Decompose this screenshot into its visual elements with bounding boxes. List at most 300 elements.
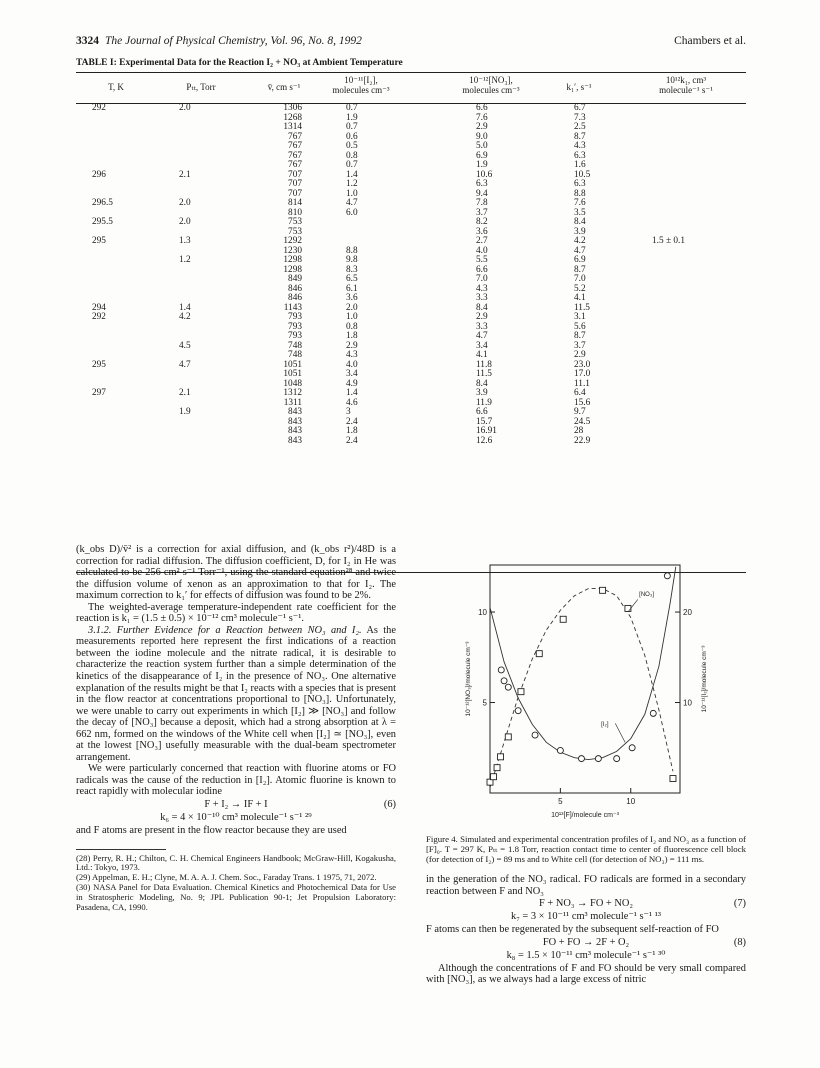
- i2-data-point: [505, 684, 511, 690]
- table-cell: [179, 427, 209, 437]
- table-cell: [652, 123, 722, 133]
- table-cell: 6.5: [346, 274, 358, 284]
- no3-data-point: [494, 765, 500, 771]
- table-cell: 793: [288, 331, 302, 341]
- table-cell: [652, 199, 722, 209]
- table-cell: [92, 323, 128, 333]
- table-cell: 11.9: [476, 397, 492, 408]
- table-cell: [92, 342, 128, 352]
- footnote-29: (29) Appelman, E. H.; Clyne, M. A. A. J. Chem. Soc., Faraday Trans. 1 1975, 71, 2072.: [76, 872, 377, 883]
- table-cell: 2.1: [179, 388, 191, 398]
- table-cell: 2.0: [179, 103, 191, 113]
- right-column-text: [426, 874, 746, 986]
- table-cell: 4.2: [574, 236, 586, 246]
- footnote-28: (28) Perry, R. H.; Chilton, C. H. Chemical Engineers Handbook; McGraw-Hill, Kogakusha, Ltd.: Tokyo, 1973.: [76, 852, 396, 873]
- table-cell: 8.7: [574, 331, 586, 341]
- table-cell: 1230: [283, 245, 302, 256]
- table-cell: 2.9: [476, 312, 488, 322]
- journal-title: The Journal of Physical Chemistry, Vol. 96, No. 8, 1992: [105, 35, 362, 47]
- table-cell: 9.7: [574, 407, 586, 417]
- header-pressure: Pₜₜ, Torr: [186, 82, 216, 92]
- table-cell: [652, 342, 722, 352]
- table-cell: 1.2: [346, 179, 358, 189]
- table-cell: 4.9: [346, 378, 358, 389]
- i2-data-point: [532, 732, 538, 738]
- table-cell: 1.8: [346, 331, 358, 341]
- table-cell: [652, 190, 722, 200]
- x-tick-label: 5: [558, 797, 563, 806]
- table-cell: [179, 323, 209, 333]
- table-cell: 4.3: [346, 350, 358, 360]
- table-cell: 1312: [283, 388, 302, 398]
- table-cell: [652, 171, 722, 181]
- no3-data-point: [600, 587, 606, 593]
- table-cell: [652, 180, 722, 190]
- table-cell: 753: [288, 217, 302, 227]
- table-cell: 767: [288, 160, 302, 170]
- i2-data-point: [664, 573, 670, 579]
- table-cell: 2.9: [574, 350, 586, 360]
- footnote-30: (30) NASA Panel for Data Evaluation. Chemical Kinetics and Photochemical Data for Use in Stratospheric Modeling, No. 9; JPL Publication 90-1; Jet Propulsion Laboratory: Pasadena, CA, 1990.: [76, 881, 396, 912]
- table-cell: [179, 285, 209, 295]
- no3-data-point: [560, 616, 566, 622]
- paragraph-f-atoms: and F atoms are present in the flow reactor because they are used: [76, 825, 347, 837]
- i2-data-point: [501, 678, 507, 684]
- table-cell: 1292: [283, 236, 302, 246]
- col-k1-prime: [574, 104, 604, 446]
- table-cell: [652, 247, 722, 257]
- table-cell: 1.9: [179, 407, 191, 417]
- table-cell: [652, 133, 722, 143]
- table-cell: 7.0: [476, 274, 488, 284]
- table-cell: [652, 152, 722, 162]
- equation-7-number: (7): [733, 898, 746, 910]
- table-cell: 4.0: [476, 245, 488, 256]
- table-cell: 6.6: [476, 103, 488, 113]
- paragraph-no3-generation: in the generation of the NO₃ radical. FO radicals are formed in a secondary reaction between F and NO₃: [426, 874, 746, 897]
- table-cell: [92, 427, 128, 437]
- table-cell: 8.8: [574, 188, 586, 199]
- table-cell: 22.9: [574, 435, 591, 446]
- table-cell: [652, 294, 722, 304]
- i2-data-point: [515, 708, 521, 714]
- table-cell: [179, 133, 209, 143]
- table-cell: [92, 123, 128, 133]
- table-cell: [179, 180, 209, 190]
- table-cell: 1314: [283, 122, 302, 132]
- i2-data-point: [557, 747, 563, 753]
- table-cell: 707: [288, 179, 302, 189]
- table-cell: 0.5: [346, 141, 358, 151]
- table-cell: 843: [288, 426, 302, 436]
- table-cell: [92, 247, 128, 257]
- table-cell: 3.6: [346, 293, 358, 303]
- table-cell: 6.3: [574, 150, 586, 161]
- header-no3-line2: molecules cm⁻³: [462, 85, 520, 95]
- i2-data-point: [614, 756, 620, 762]
- table-cell: 2.0: [179, 198, 191, 208]
- table-cell: [652, 256, 722, 266]
- table-cell: 8.7: [574, 264, 586, 275]
- table-cell: 7.3: [574, 112, 586, 123]
- table-cell: 753: [288, 226, 302, 237]
- table-cell: 1.4: [346, 388, 358, 398]
- table-cell: 3.9: [476, 388, 488, 398]
- table-cell: 1268: [283, 112, 302, 123]
- page-header: [76, 35, 746, 47]
- table-cell: [652, 266, 722, 276]
- figure-caption: Figure 4. Simulated and experimental concentration profiles of I₂ and NO₃ as a function of [F]₀. T = 297 K, Pₜₜ = 1.8 Torr, reaction contact time to center of fluorescence cell block (for detection of I₂) = 89 ms and to White cell (for detection of NO₃) = 111 ms.: [426, 834, 746, 864]
- table-cell: 297: [92, 388, 106, 398]
- table-cell: 24.5: [574, 416, 591, 427]
- table-cell: 1.9: [346, 112, 358, 123]
- table-cell: 707: [288, 188, 302, 199]
- table-body: [76, 104, 746, 572]
- table-cell: 12.6: [476, 435, 493, 446]
- table-cell: 767: [288, 141, 302, 151]
- table-cell: 849: [288, 274, 302, 284]
- table-cell: 843: [288, 435, 302, 446]
- table-cell: 7.6: [476, 112, 488, 123]
- table-cell: [652, 389, 722, 399]
- table-cell: 5.5: [476, 255, 488, 265]
- table-cell: [652, 209, 722, 219]
- table-cell: 2.9: [346, 340, 358, 351]
- table-cell: [652, 437, 722, 447]
- table-cell: 1311: [283, 397, 302, 408]
- table-cell: 6.7: [574, 103, 586, 113]
- table-cell: 8.4: [476, 378, 488, 389]
- table-cell: 294: [92, 302, 106, 313]
- equation-8: [426, 936, 746, 949]
- table-cell: [92, 133, 128, 143]
- header-k1-line1: 10¹²k₁, cm³: [665, 75, 707, 85]
- paragraph-rate-coefficient: The weighted-average temperature-independent rate coefficient for the reaction is k₁ = (1.5 ± 0.5) × 10⁻¹² cm³ molecule⁻¹ s⁻¹.: [76, 601, 396, 625]
- table-cell: [92, 332, 128, 342]
- table-cell: 1051: [283, 369, 302, 379]
- table-cell: 1.0: [346, 312, 358, 322]
- y-right-axis-label: 10⁻¹¹[I₂]/molecule cm⁻³: [701, 645, 708, 713]
- table-cell: 4.7: [346, 198, 358, 208]
- table-cell: 846: [288, 293, 302, 303]
- equation-6: [76, 798, 396, 811]
- table-cell: 748: [288, 340, 302, 351]
- table-header: [76, 73, 746, 103]
- table-cell: [92, 370, 128, 380]
- page-number: 3324: [76, 35, 99, 47]
- table-cell: 767: [288, 150, 302, 161]
- table-cell: [179, 152, 209, 162]
- equation-8-number: (8): [733, 936, 746, 948]
- y-left-axis-label: 10⁻¹²[NO₃]/molecule cm⁻³: [465, 641, 472, 717]
- table-cell: [179, 123, 209, 133]
- table-cell: 3.6: [476, 226, 488, 237]
- table-cell: [652, 380, 722, 390]
- table-cell: 4.3: [574, 141, 586, 151]
- table-cell: 3.3: [476, 321, 488, 332]
- table-cell: 5.0: [476, 141, 488, 151]
- table-cell: [652, 285, 722, 295]
- table-cell: 2.9: [476, 122, 488, 132]
- table-cell: 4.1: [476, 350, 488, 360]
- table-cell: 6.4: [574, 388, 586, 398]
- i2-data-point: [578, 756, 584, 762]
- table-cell: 0.7: [346, 160, 358, 170]
- table-cell: 292: [92, 103, 106, 113]
- table-cell: 3: [346, 407, 351, 417]
- no3-curve-label: [NO₃]: [639, 591, 654, 598]
- equation-8-text: FO + FO → 2F + O₂: [542, 936, 630, 948]
- table-cell: 296: [92, 169, 106, 180]
- table-cell: [652, 114, 722, 124]
- table-cell: 6.3: [574, 179, 586, 189]
- table-cell: 4.2: [179, 312, 191, 322]
- table-cell: [652, 275, 722, 285]
- no3-data-point: [625, 605, 631, 611]
- no3-data-point: [518, 689, 524, 695]
- i2-curve-label: [I₂]: [601, 722, 609, 729]
- table-cell: 1.5 ± 0.1: [652, 236, 685, 246]
- figure-4: [448, 545, 746, 825]
- table-cell: 843: [288, 407, 302, 417]
- table-cell: [652, 161, 722, 171]
- table-cell: 295.5: [92, 217, 113, 227]
- table-cell: 2.0: [346, 302, 358, 313]
- paragraph-fo-regeneration: F atoms can then be regenerated by the subsequent self-reaction of FO: [426, 924, 719, 936]
- equation-6-text: F + I₂ → IF + I: [204, 799, 268, 811]
- table-cell: 2.4: [346, 416, 358, 427]
- table-cell: 8.2: [476, 217, 488, 227]
- table-cell: [92, 437, 128, 447]
- table-cell: 11.1: [574, 378, 590, 389]
- table-cell: 4.3: [476, 283, 488, 294]
- y-left-tick-label: 5: [482, 698, 487, 708]
- i2-data-point: [650, 710, 656, 716]
- table-cell: [652, 104, 722, 114]
- table-cell: [652, 370, 722, 380]
- footnote-rule: [76, 849, 166, 850]
- table-cell: 6.1: [346, 283, 358, 294]
- table-cell: 8.8: [346, 245, 358, 256]
- table-cell: 707: [288, 169, 302, 180]
- table-cell: 3.7: [574, 340, 586, 351]
- paragraph-concentrations: Although the concentrations of F and FO should be very small compared with [NO₃], as we always had a large excess of nitric: [426, 962, 746, 986]
- header-k1-line2: molecule⁻¹ s⁻¹: [659, 85, 713, 95]
- table-cell: [92, 142, 128, 152]
- table-cell: 0.7: [346, 103, 358, 113]
- running-authors: Chambers et al.: [674, 35, 746, 47]
- table-cell: 2.1: [179, 169, 191, 180]
- table-cell: [652, 351, 722, 361]
- col-k1: [652, 104, 722, 446]
- col-no3-conc: [476, 104, 516, 446]
- table-cell: 814: [288, 198, 302, 208]
- table-cell: [652, 427, 722, 437]
- table-cell: 15.7: [476, 416, 493, 427]
- table-cell: [92, 285, 128, 295]
- table-cell: 843: [288, 416, 302, 427]
- table-cell: [652, 408, 722, 418]
- table-cell: 15.6: [574, 397, 591, 408]
- no3-data-point: [491, 774, 497, 780]
- table-cell: 4.1: [574, 293, 586, 303]
- y-left-tick-label: 10: [478, 608, 487, 618]
- table-cell: 1051: [283, 359, 302, 370]
- table-cell: 3.4: [476, 340, 488, 351]
- table-cell: 810: [288, 207, 302, 218]
- table-cell: [179, 418, 209, 428]
- table-cell: 3.1: [574, 312, 586, 322]
- concentration-profile-chart: [448, 545, 746, 825]
- table-cell: 295: [92, 236, 106, 246]
- table-cell: [652, 361, 722, 371]
- table-cell: 0.6: [346, 131, 358, 142]
- table-cell: 7.0: [574, 274, 586, 284]
- table-cell: 1143: [283, 302, 302, 313]
- table-cell: 1.6: [574, 160, 586, 170]
- table-cell: 1306: [283, 103, 302, 113]
- table-cell: 2.5: [574, 122, 586, 132]
- table-cell: [179, 437, 209, 447]
- table-cell: 23.0: [574, 359, 591, 370]
- header-temperature: T, K: [108, 82, 124, 92]
- data-table: [76, 72, 746, 573]
- table-cell: 11.5: [476, 369, 492, 379]
- table-cell: [652, 418, 722, 428]
- table-cell: [179, 266, 209, 276]
- table-cell: 4.5: [179, 340, 191, 351]
- table-cell: 8.3: [346, 264, 358, 275]
- table-cell: [652, 313, 722, 323]
- table-cell: 3.9: [574, 226, 586, 237]
- table-cell: 793: [288, 312, 302, 322]
- table-cell: 1298: [283, 255, 302, 265]
- table-cell: 4.7: [476, 331, 488, 341]
- table-cell: 8.4: [476, 302, 488, 313]
- table-cell: [652, 323, 722, 333]
- table-cell: [179, 114, 209, 124]
- rate-constant-k6: k₆ = 4 × 10⁻¹⁰ cm³ molecule⁻¹ s⁻¹ ²⁹: [160, 812, 312, 824]
- table-cell: 1.4: [346, 169, 358, 180]
- table-cell: 1.0: [346, 188, 358, 199]
- table-cell: 1.3: [179, 236, 191, 246]
- table-cell: [92, 152, 128, 162]
- table-cell: 2.4: [346, 435, 358, 446]
- equation-6-number: (6): [383, 799, 396, 811]
- table-cell: 1298: [283, 264, 302, 275]
- table-cell: [179, 142, 209, 152]
- table-cell: 1.9: [476, 160, 488, 170]
- table-cell: 846: [288, 283, 302, 294]
- x-tick-label: 10: [626, 797, 636, 806]
- table-cell: [652, 142, 722, 152]
- table-cell: 1048: [283, 378, 302, 389]
- table-cell: 11.5: [574, 302, 590, 313]
- table-cell: 0.8: [346, 150, 358, 161]
- equation-7: [426, 897, 746, 910]
- table-cell: [92, 180, 128, 190]
- table-cell: [92, 114, 128, 124]
- table-caption: TABLE I: Experimental Data for the Reaction I₂ + NO₃ at Ambient Temperature: [76, 58, 403, 68]
- table-cell: 6.9: [574, 255, 586, 265]
- table-cell: 9.0: [476, 131, 488, 142]
- table-cell: [346, 218, 386, 228]
- table-cell: 4.7: [179, 359, 191, 370]
- table-cell: [92, 399, 128, 409]
- table-cell: 6.0: [346, 207, 358, 218]
- table-cell: 6.3: [476, 179, 488, 189]
- table-cell: 3.5: [574, 207, 586, 218]
- table-cell: [92, 256, 128, 266]
- no3-data-point: [670, 776, 676, 782]
- left-column-text: [76, 544, 396, 912]
- y-right-tick-label: 10: [683, 698, 692, 708]
- table-cell: 0.7: [346, 122, 358, 132]
- i2-data-point: [629, 745, 635, 751]
- table-cell: 10.5: [574, 169, 591, 180]
- paragraph-diffusion: (k_obs D)/v̄² is a correction for axial diffusion, and (k_obs r²)/48D is a correction for radial diffusion. The diffusion coefficient, D, for I₂ in He was calculated to be 256 cm² s⁻¹ Torr⁻¹, using the standard equation²⁸ and twice the diffusion volume of xenon as an approximation to that for I₂. The maximum correction to k₁′ for effects of diffusion was found to be 2%.: [76, 544, 396, 602]
- table-cell: 1.4: [179, 302, 191, 313]
- i2-data-point: [498, 667, 504, 673]
- table-cell: 793: [288, 321, 302, 332]
- table-cell: 9.8: [346, 255, 358, 265]
- table-cell: 767: [288, 131, 302, 142]
- table-cell: [652, 332, 722, 342]
- table-cell: 8.7: [574, 131, 586, 142]
- table-cell: [179, 370, 209, 380]
- no3-data-point: [536, 651, 542, 657]
- i2-data-point: [595, 756, 601, 762]
- table-cell: 6.9: [476, 150, 488, 161]
- table-cell: [92, 408, 128, 418]
- table-cell: 4.6: [346, 397, 358, 408]
- section-heading: 3.1.2. Further Evidence for a Reaction between NO₃ and I₂.: [88, 624, 362, 636]
- col-temperature: [92, 104, 128, 446]
- no3-data-point: [505, 734, 511, 740]
- table-cell: 10.6: [476, 169, 493, 180]
- equation-7-text: F + NO₃ → FO + NO₂: [538, 898, 634, 910]
- table-cell: [92, 275, 128, 285]
- table-cell: 3.7: [476, 207, 488, 218]
- x-axis-label: 10¹³[F]/molecule cm⁻³: [551, 812, 619, 819]
- table-cell: [652, 399, 722, 409]
- header-i2-line1: 10⁻¹¹[I₂],: [344, 75, 378, 85]
- col-pressure: [179, 104, 209, 446]
- table-cell: 8.4: [574, 217, 586, 227]
- table-cell: 5.6: [574, 321, 586, 332]
- header-i2-line2: molecules cm⁻³: [332, 85, 390, 95]
- no3-data-point: [498, 754, 504, 760]
- table-cell: 3.4: [346, 369, 358, 379]
- table-cell: 5.2: [574, 283, 586, 294]
- table-cell: 4.0: [346, 359, 358, 370]
- table-cell: 6.6: [476, 264, 488, 275]
- table-cell: [346, 228, 386, 238]
- col-i2-conc: [346, 104, 386, 446]
- table-cell: 748: [288, 350, 302, 360]
- i2-label-leader: [615, 723, 625, 742]
- y-right-tick-label: 20: [683, 608, 692, 618]
- table-cell: 1.2: [179, 255, 191, 265]
- paragraph-further-evidence: As the measurements reported here represent the first indications of a reaction between the iodine molecule and the nitrate radical, it is desirable to characterize the reaction system further than a simple determination of the kinetics of the disappearance of I₂ in the presence of NO₃. One alternative explanation of the results might be that I₂ reacts with a species that is present in the flow reactor at concentrations proportional to [NO₃]. Unfortunately, we were unable to carry out experiments in which [I₂] ≫ [NO₃] and follow the decay of [NO₃] because a deposit, which had a strong absorption at λ = 662 nm, formed on the windows of the White cell when [I₂] ≃ [NO₃], even at the lowest [NO₃] usefully measurable with the dual-beam spectrometer arrangement.: [76, 624, 396, 763]
- table-cell: [652, 304, 722, 314]
- header-velocity: v̄, cm s⁻¹: [267, 82, 301, 92]
- table-cell: 4.7: [574, 245, 586, 256]
- table-cell: 3.3: [476, 293, 488, 303]
- header-no3-line1: 10⁻¹²[NO₃],: [469, 75, 513, 85]
- table-cell: 2.7: [476, 236, 488, 246]
- header-k1-prime: k₁′, s⁻¹: [566, 82, 592, 92]
